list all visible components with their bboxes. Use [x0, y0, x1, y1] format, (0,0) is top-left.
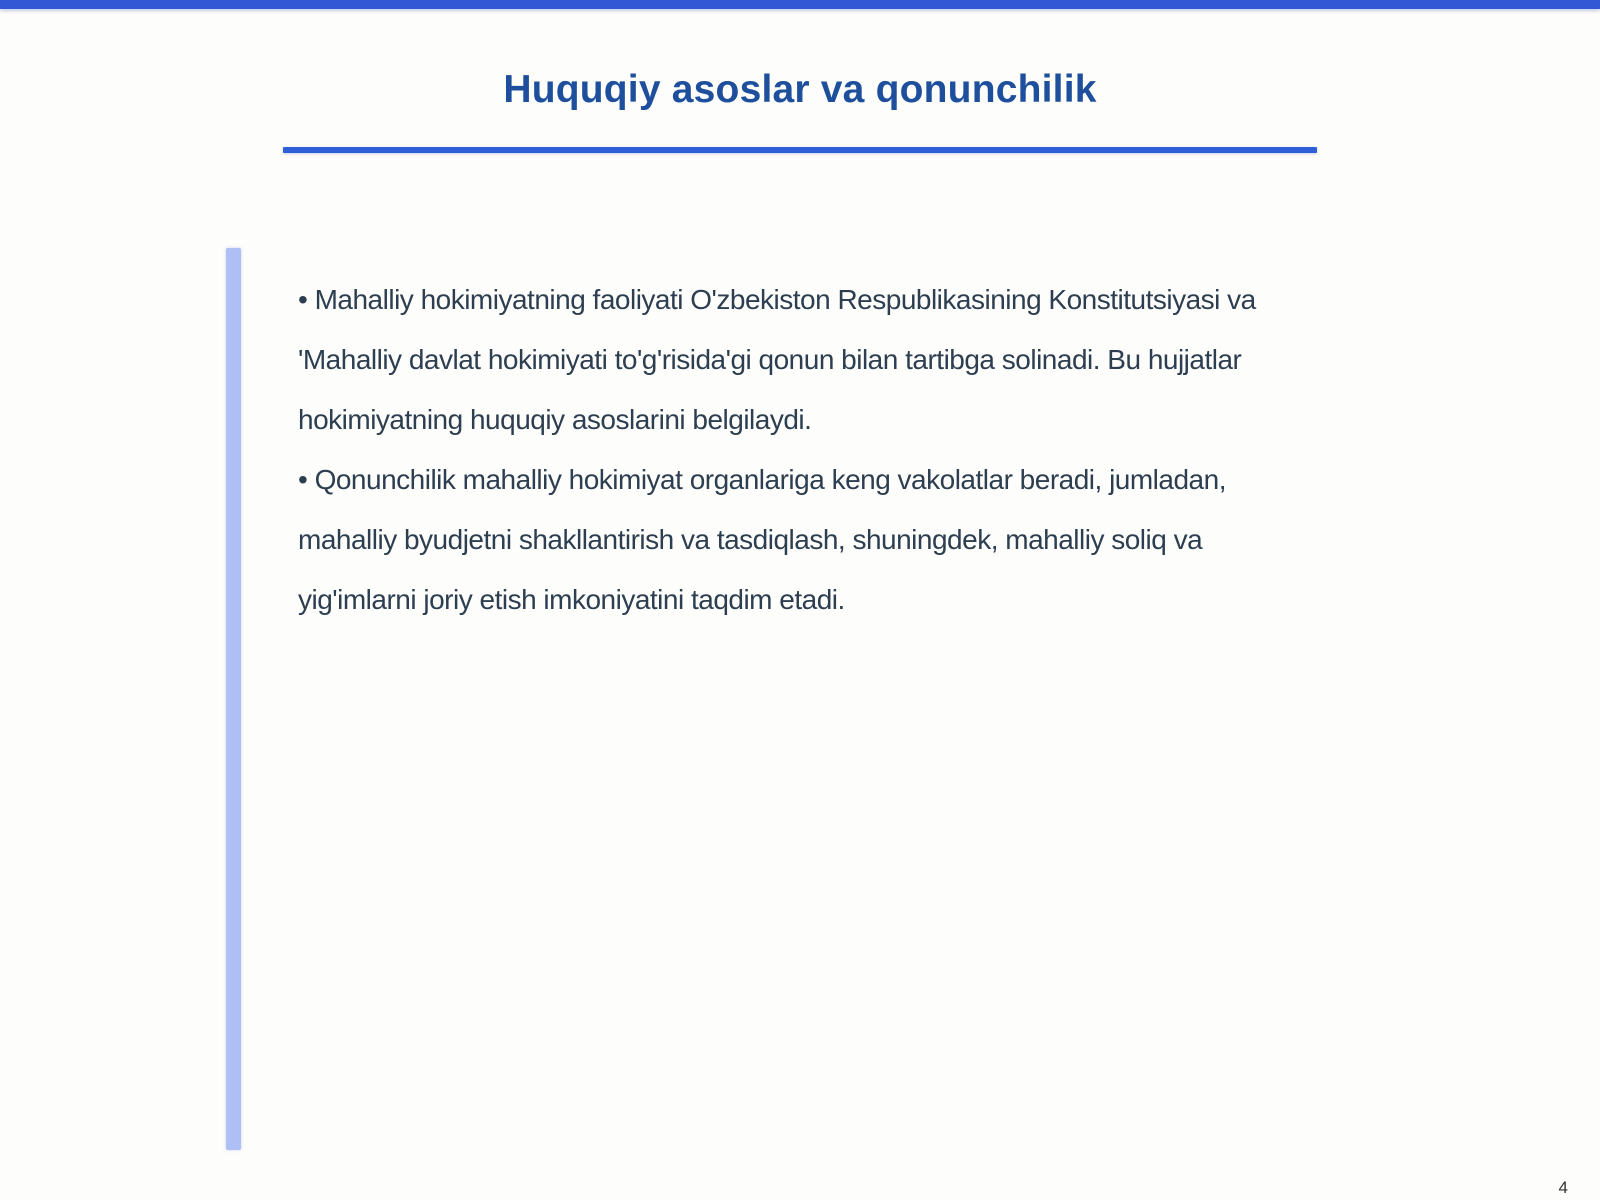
- top-accent-bar: [0, 0, 1600, 9]
- slide-title: Huquqiy asoslar va qonunchilik: [503, 68, 1097, 111]
- content-body: [298, 270, 1318, 630]
- bullet-paragraph: • Mahalliy hokimiyatning faoliyati O'zbekiston Respublikasining Konstitutsiyasi va 'Mahalliy davlat hokimiyati to'g'risida'gi qonun bilan tartibga solinadi. Bu hujjatlar hokimiyatning huquqiy asoslarini belgilaydi.: [298, 284, 1256, 435]
- page-number: 4: [1558, 1178, 1568, 1197]
- bullet-paragraph: • Qonunchilik mahalliy hokimiyat organlariga keng vakolatlar beradi, jumladan, mahalliy byudjetni shakllantirish va tasdiqlash, shuningdek, mahalliy soliq va yig'imlarni joriy etish imkoniyatini taqdim etadi.: [298, 464, 1226, 615]
- title-underline: [283, 147, 1317, 153]
- content-accent-bar: [226, 248, 241, 1150]
